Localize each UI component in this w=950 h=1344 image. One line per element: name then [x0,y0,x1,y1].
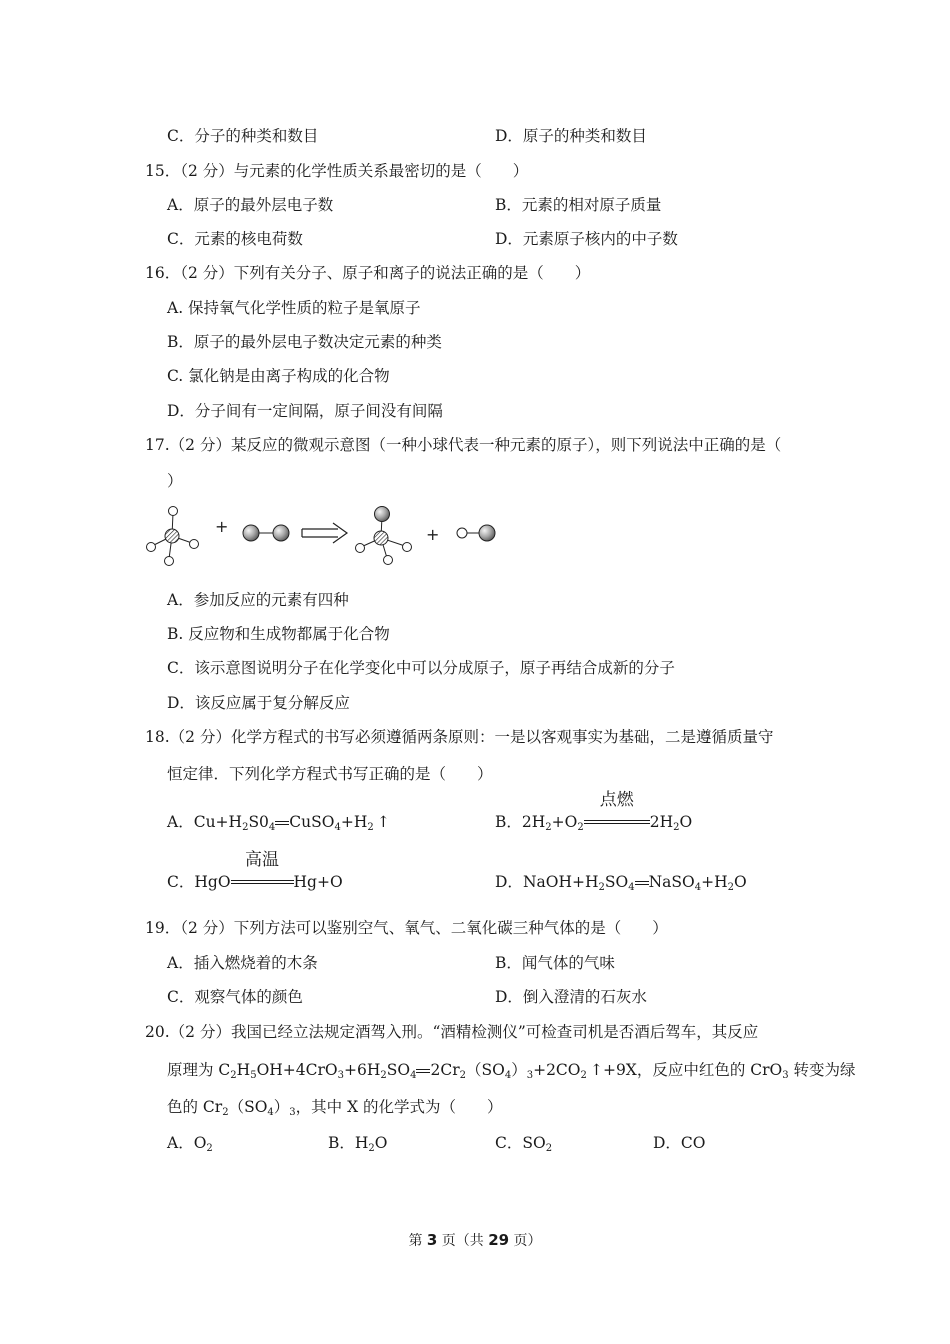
q18-stem-line2: 恒定律．下列化学方程式书写正确的是（ ） [167,765,493,783]
q17-option-c: C．该示意图说明分子在化学变化中可以分成原子，原子再结合成新的分子 [167,659,675,677]
q15-option-a: A．原子的最外层电子数 [167,196,334,214]
q18-option-c: C．HgO 高温 Hg+O [167,850,343,891]
q18-c-condition: 高温 [245,850,280,870]
q17-option-b: B. 反应物和生成物都属于化合物 [167,625,390,643]
q17-option-d: D．该反应属于复分解反应 [167,694,350,712]
q17-stem: 17.（2 分）某反应的微观示意图（一种小球代表一种元素的原子），则下列说法中正确的是（ [145,436,782,454]
product-molecule-1 [356,507,412,565]
q19-option-c: C．观察气体的颜色 [167,988,303,1006]
reaction-arrow [302,523,347,543]
q20-stem-line2: 原理为 $C_2H_5OH+4CrO_3+6H_2SO_4$ $2Cr_2(SO_4)_3+2CO_2$ ↑+9X，反应中红色的 CrO$_3$ 转变为绿 [167,1061,856,1081]
plus-sign-1: + [215,517,229,536]
q20-stem-line1: 20.（2 分）我国已经立法规定酒驾入刑。“酒精检测仪”可检查司机是否酒后驾车，其反应 [145,1023,759,1041]
q18-stem-line1: 18.（2 分）化学方程式的书写必须遵循两条原则：一是以客观事实为基础，二是遵循质量守 [145,728,774,746]
q17-option-a: A．参加反应的元素有四种 [167,591,349,609]
q15-option-c: C．元素的核电荷数 [167,230,303,248]
q20-stem-line3: 色的 $Cr_2(SO_4)_3$，其中 X 的化学式为（ ） [167,1098,503,1118]
reaction-diagram [140,500,510,572]
q16-option-c: C. 氯化钠是由离子构成的化合物 [167,367,390,385]
q18-option-a: A．$Cu+H_2S0_4$ $CuSO_4+H_2$ ↑ [167,813,390,833]
reactant-molecule-1 [147,507,199,566]
product-molecule-2 [457,525,495,541]
q15-option-b: B．元素的相对原子质量 [495,196,662,214]
reactant-molecule-2 [243,525,289,541]
q15-stem: 15．（2 分）与元素的化学性质关系最密切的是（ ） [145,162,529,180]
q18-option-d: D．$NaOH+H_2SO_4$ $NaSO_4+H_2O$ [495,873,747,893]
q19-stem: 19．（2 分）下列方法可以鉴别空气、氧气、二氧化碳三种气体的是（ ） [145,919,668,937]
plus-sign-2: + [426,525,440,544]
q18-option-b: B．$2H_2+O_2$ 点燃 $2H_2O$ [495,790,693,833]
q16-option-a: A. 保持氧气化学性质的粒子是氧原子 [167,299,421,317]
total-pages: 29 [488,1231,510,1249]
q18-b-condition: 点燃 [599,790,634,810]
q19-option-d: D．倒入澄清的石灰水 [495,988,647,1006]
page-number: 3 [426,1231,438,1249]
q20-option-c: C．$SO_2$ [495,1134,553,1154]
q17-stem-close: ） [167,472,183,490]
q16-option-d: D．分子间有一定间隔，原子间没有间隔 [167,402,443,420]
q14-option-c: C．分子的种类和数目 [167,127,319,145]
q15-option-d: D．元素原子核内的中子数 [495,230,678,248]
q20-option-a: A．$O_2$ [167,1134,213,1154]
q16-stem: 16．（2 分）下列有关分子、原子和离子的说法正确的是（ ） [145,264,591,282]
q14-option-d: D．原子的种类和数目 [495,127,647,145]
page-footer: 第 3 页（共 29 页） [408,1231,542,1249]
q20-option-d: D．CO [653,1134,706,1152]
q19-option-b: B．闻气体的气味 [495,954,615,972]
q20-option-b: B．$H_2O$ [328,1134,388,1154]
q19-option-a: A．插入燃烧着的木条 [167,954,318,972]
q16-option-b: B．原子的最外层电子数决定元素的种类 [167,333,442,351]
